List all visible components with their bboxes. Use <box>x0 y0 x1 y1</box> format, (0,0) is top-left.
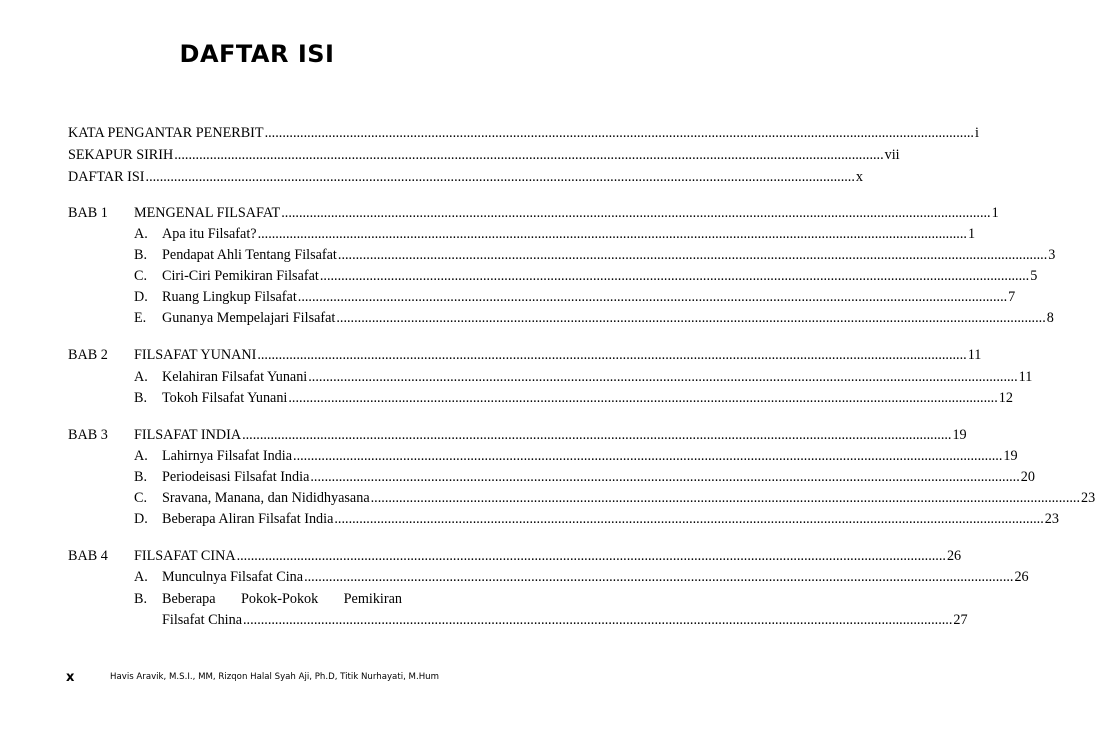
chapter-title: MENGENAL FILSAFAT <box>134 205 281 221</box>
toc-entry-page: x <box>855 169 863 185</box>
leader-dots: ........................................................................................................................................................................................................ <box>257 347 967 363</box>
section-letter: D. <box>134 511 148 527</box>
section-page: 11 <box>1018 369 1033 385</box>
chapter-page: 26 <box>946 548 962 564</box>
leader-dots: ........................................................................................................................................................................................................ <box>242 427 952 443</box>
section-page: 1 <box>967 226 976 242</box>
section-page: 23 <box>1044 511 1059 527</box>
toc-section-3a[interactable] <box>162 447 1018 465</box>
chapter-title: FILSAFAT YUNANI <box>134 347 257 363</box>
leader-dots: ........................................................................................................................................................................................................ <box>145 169 855 185</box>
section-letter: B. <box>134 390 148 406</box>
leader-dots: ........................................................................................................................................................................................................ <box>257 226 967 242</box>
toc-section-1b[interactable] <box>162 246 1056 264</box>
section-page: 23 <box>1081 490 1095 506</box>
section-label: Periodeisasi Filsafat India <box>162 469 310 485</box>
chapter-page: 19 <box>952 427 967 443</box>
section-letter: B. <box>134 591 148 607</box>
page-title: DAFTAR ISI <box>179 40 335 68</box>
section-label-word: Beberapa <box>162 591 216 607</box>
chapter-title: FILSAFAT CINA <box>134 548 236 564</box>
leader-dots: ........................................................................................................................................................................................................ <box>288 390 998 406</box>
chapter-page: 1 <box>991 205 999 221</box>
section-label-word: Pemikiran <box>343 591 402 607</box>
toc-section-4a[interactable] <box>162 568 1029 586</box>
toc-entry-label: SEKAPUR SIRIH <box>68 147 174 163</box>
section-letter: C. <box>134 490 148 506</box>
toc-entry-label: KATA PENGANTAR PENERBIT <box>68 125 264 141</box>
toc-section-1c[interactable] <box>162 267 1038 285</box>
section-label: Sravana, Manana, dan Nididhyasana <box>162 490 370 506</box>
toc-section-2b[interactable] <box>162 389 1013 407</box>
section-letter: A. <box>134 448 148 464</box>
leader-dots: ........................................................................................................................................................................................................ <box>370 490 1080 506</box>
section-letter: E. <box>134 310 147 326</box>
section-letter: A. <box>134 569 148 585</box>
section-page: 8 <box>1046 310 1054 326</box>
section-letter: A. <box>134 369 148 385</box>
toc-section-3d[interactable] <box>162 510 1059 528</box>
footer-authors: Havis Aravik, M.S.I., MM, Rizqon Halal Syah Aji, Ph.D, Titik Nurhayati, M.Hum <box>110 672 439 682</box>
leader-dots: ........................................................................................................................................................................................................ <box>319 268 1030 284</box>
toc-entry-page: vii <box>884 147 900 163</box>
leader-dots: ........................................................................................................................................................................................................ <box>304 569 1014 585</box>
toc-entry-label: DAFTAR ISI <box>68 169 145 185</box>
toc-chapter-4[interactable] <box>134 547 962 565</box>
section-letter: A. <box>134 226 148 242</box>
footer-page-number: x <box>66 670 75 685</box>
toc-section-1a[interactable] <box>162 225 976 243</box>
section-label: Ciri-Ciri Pemikiran Filsafat <box>162 268 319 284</box>
leader-dots: ........................................................................................................................................................................................................ <box>264 125 974 141</box>
section-label: Pendapat Ahli Tentang Filsafat <box>162 247 337 263</box>
leader-dots: ........................................................................................................................................................................................................ <box>337 247 1048 263</box>
leader-dots: ........................................................................................................................................................................................................ <box>308 369 1018 385</box>
toc-entry-kata-pengantar[interactable] <box>68 124 979 142</box>
section-letter: D. <box>134 289 148 305</box>
section-label: Kelahiran Filsafat Yunani <box>162 369 308 385</box>
toc-chapter-1[interactable] <box>134 204 999 222</box>
section-page: 19 <box>1003 448 1018 464</box>
toc-chapter-3[interactable] <box>134 426 967 444</box>
chapter-number: BAB 3 <box>68 427 108 443</box>
section-label-word: Pokok-Pokok <box>240 591 319 607</box>
section-label: Ruang Lingkup Filsafat <box>162 289 297 305</box>
toc-section-1d[interactable] <box>162 288 1016 306</box>
section-page: 7 <box>1008 289 1016 305</box>
section-label: Munculnya Filsafat Cina <box>162 569 304 585</box>
toc-entry-page: i <box>974 125 979 141</box>
leader-dots: ........................................................................................................................................................................................................ <box>336 310 1046 326</box>
chapter-number: BAB 1 <box>68 205 108 221</box>
toc-entry-sekapur-sirih[interactable] <box>68 146 900 164</box>
section-label: Gunanya Mempelajari Filsafat <box>162 310 336 326</box>
section-page: 26 <box>1014 569 1029 585</box>
toc-chapter-2[interactable] <box>134 346 982 364</box>
section-letter: B. <box>134 247 148 263</box>
leader-dots: ........................................................................................................................................................................................................ <box>236 548 946 564</box>
section-page: 12 <box>998 390 1013 406</box>
leader-dots: ........................................................................................................................................................................................................ <box>297 289 1008 305</box>
toc-section-4b-line1[interactable] <box>162 590 402 608</box>
leader-dots: ........................................................................................................................................................................................................ <box>281 205 991 221</box>
toc-section-1e[interactable] <box>162 309 1054 327</box>
chapter-page: 11 <box>967 347 982 363</box>
toc-section-3b[interactable] <box>162 468 1035 486</box>
toc-section-3c[interactable] <box>162 489 1095 507</box>
section-letter: C. <box>134 268 148 284</box>
section-label: Apa itu Filsafat? <box>162 226 257 242</box>
section-page: 3 <box>1048 247 1056 263</box>
section-label: Beberapa Aliran Filsafat India <box>162 511 334 527</box>
leader-dots: ........................................................................................................................................................................................................ <box>174 147 884 163</box>
chapter-number: BAB 4 <box>68 548 108 564</box>
section-label: Tokoh Filsafat Yunani <box>162 390 288 406</box>
leader-dots: ........................................................................................................................................................................................................ <box>334 511 1044 527</box>
section-page: 27 <box>953 612 968 628</box>
chapter-number: BAB 2 <box>68 347 108 363</box>
section-label: Lahirnya Filsafat India <box>162 448 293 464</box>
leader-dots: ........................................................................................................................................................................................................ <box>293 448 1003 464</box>
toc-section-4b[interactable] <box>162 611 968 629</box>
section-page: 5 <box>1030 268 1038 284</box>
toc-section-2a[interactable] <box>162 368 1033 386</box>
leader-dots: ........................................................................................................................................................................................................ <box>310 469 1020 485</box>
toc-entry-daftar-isi[interactable] <box>68 168 863 186</box>
section-label: Filsafat China <box>162 612 242 628</box>
section-page: 20 <box>1020 469 1035 485</box>
section-letter: B. <box>134 469 148 485</box>
chapter-title: FILSAFAT INDIA <box>134 427 242 443</box>
leader-dots: ........................................................................................................................................................................................................ <box>243 612 953 628</box>
